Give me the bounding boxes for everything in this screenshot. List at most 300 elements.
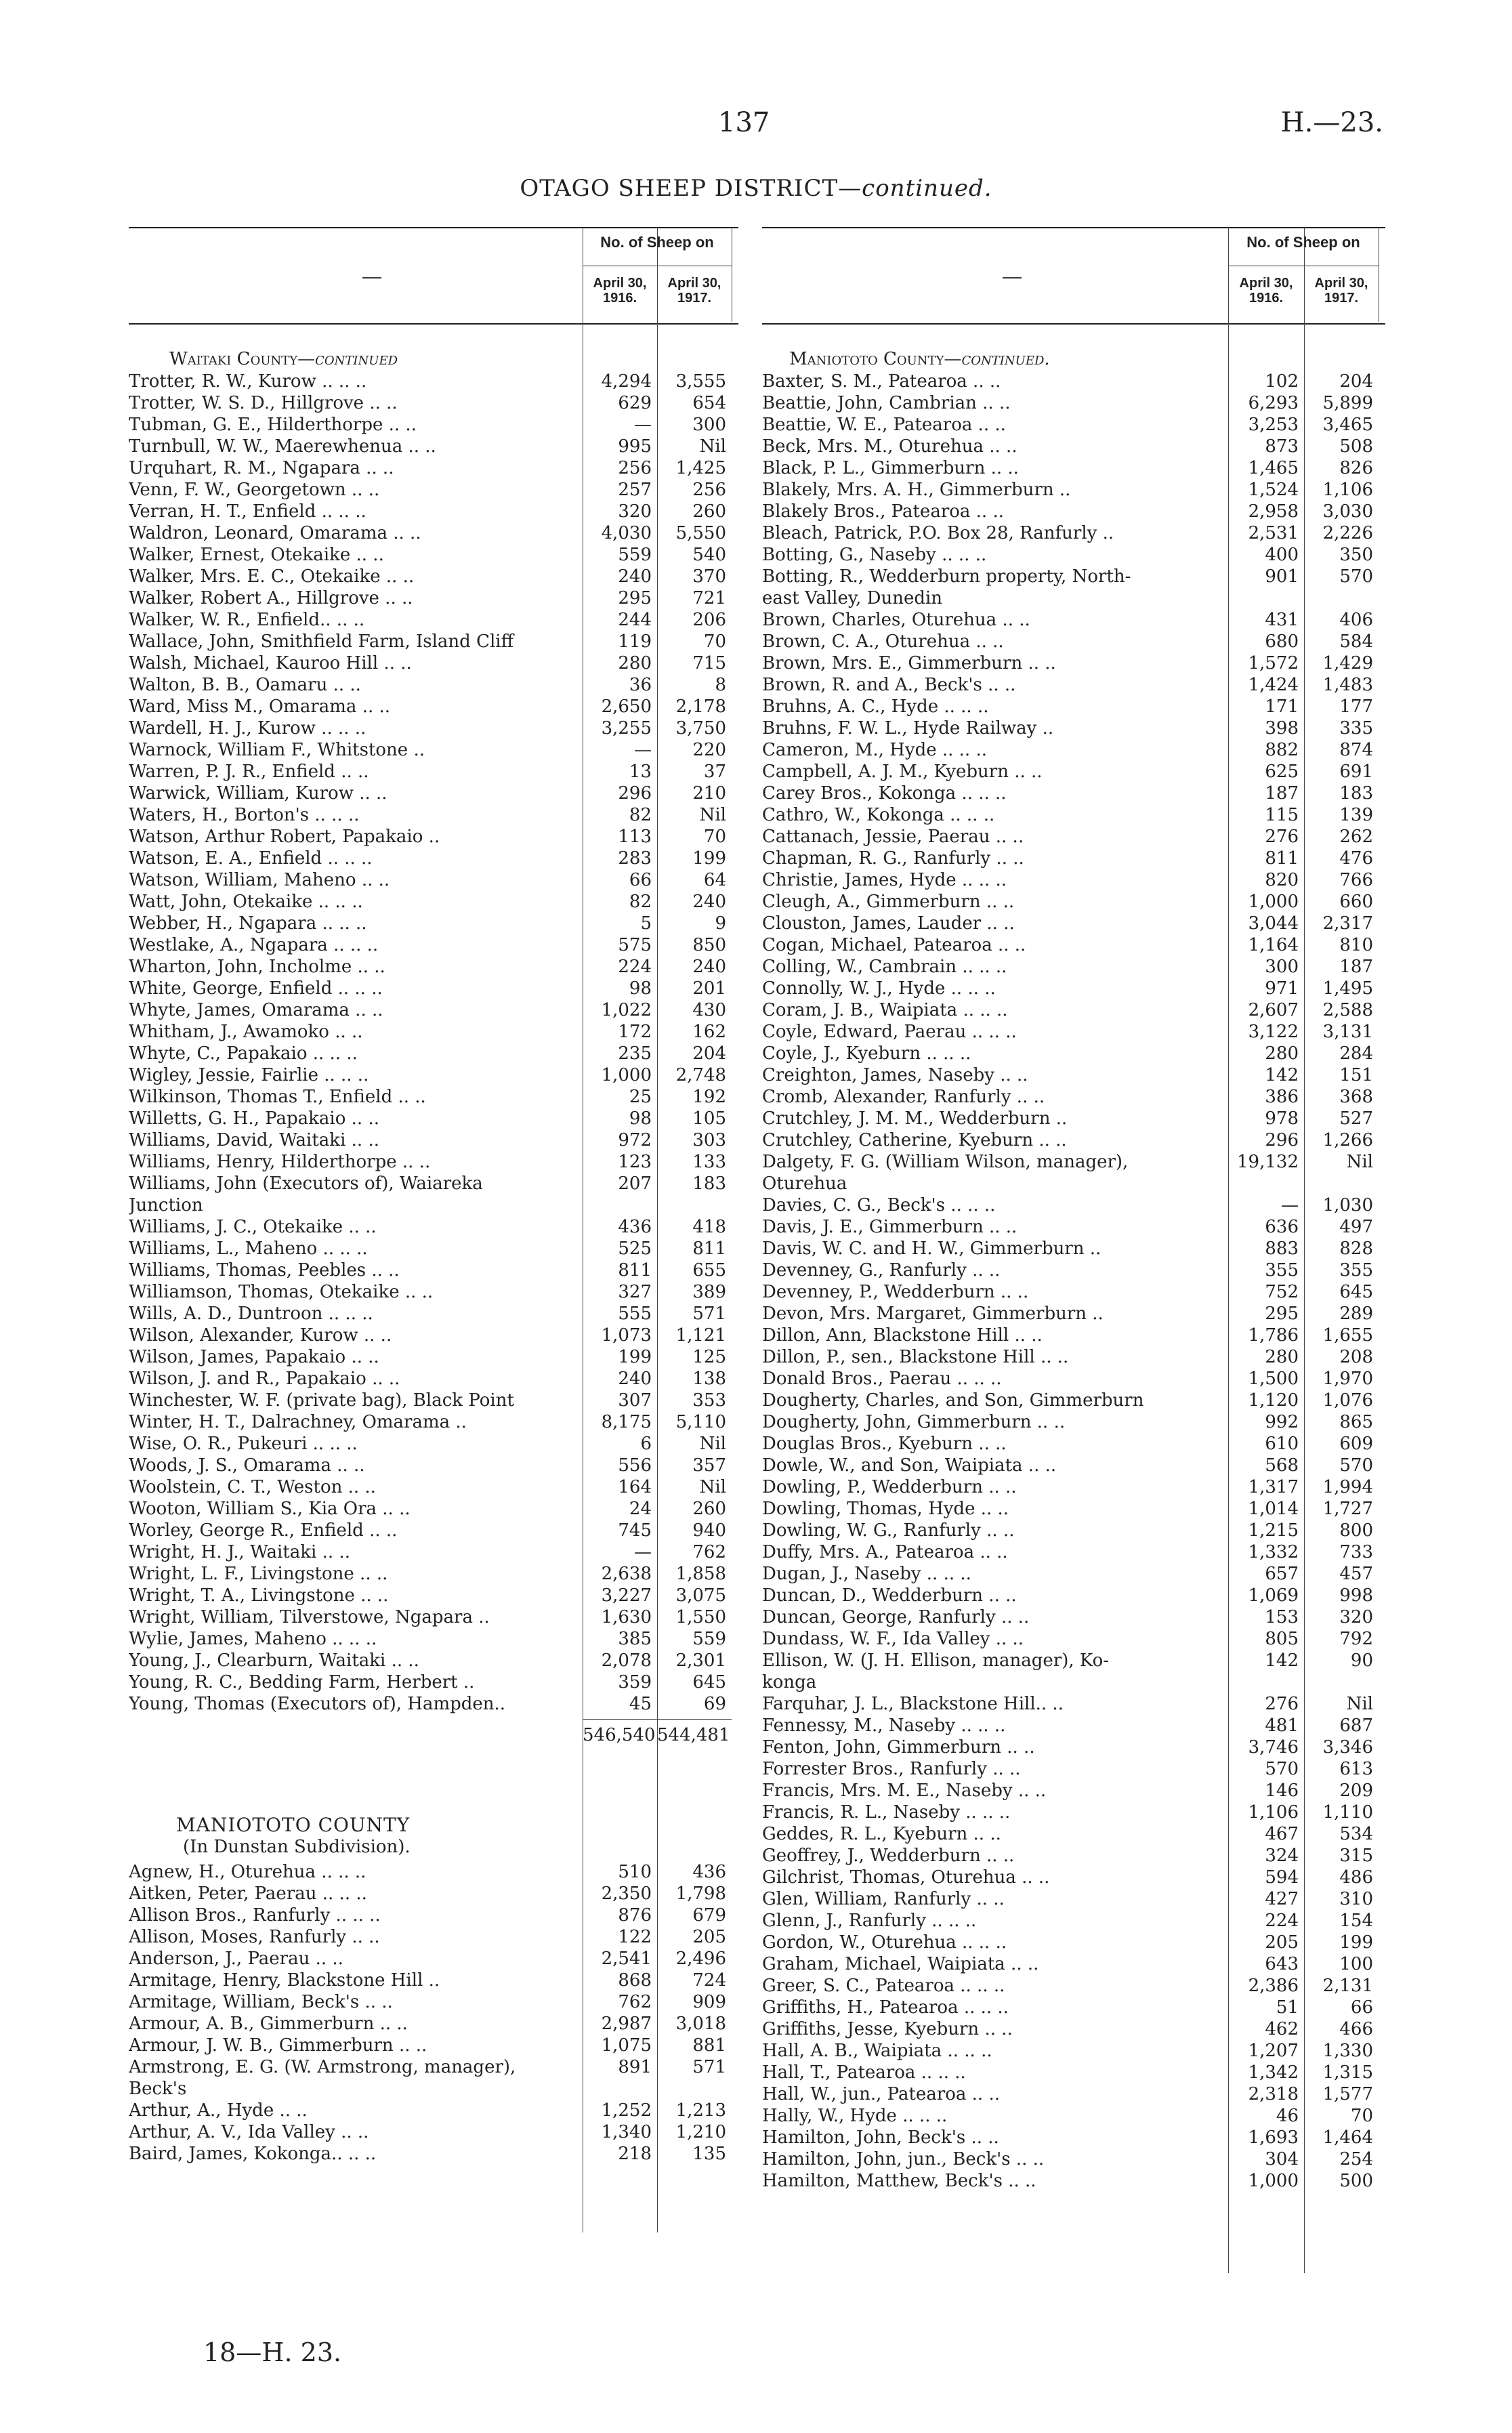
table-row — [762, 1867, 1379, 1888]
entry-name: Cleugh, A., Gimmerburn .. .. — [762, 892, 1015, 912]
title-main: OTAGO SHEEP DISTRICT— — [520, 175, 862, 202]
entry-name: Douglas Bros., Kyeburn .. .. — [762, 1434, 1007, 1454]
value-1916: 1,252 — [601, 2100, 652, 2121]
table-row — [129, 1650, 732, 1671]
value-1916: 1,120 — [1248, 1390, 1299, 1411]
table-row — [129, 1563, 732, 1585]
value-1916: 19,132 — [1237, 1152, 1299, 1172]
table-row — [762, 2018, 1379, 2040]
entry-name: Bleach, Patrick, P.O. Box 28, Ranfurly .. — [762, 523, 1114, 543]
table-row — [129, 1303, 732, 1325]
value-1917: 430 — [692, 1000, 726, 1020]
entry-name: Davies, C. G., Beck's .. .. .. — [762, 1195, 996, 1215]
value-1917: 571 — [692, 2057, 726, 2077]
table-row — [129, 1693, 732, 1715]
value-1916: 1,317 — [1248, 1477, 1299, 1497]
value-1917: Nil — [1346, 1694, 1373, 1714]
page-number: 137 — [718, 107, 770, 138]
value-1917: 2,178 — [675, 696, 726, 717]
entry-name: Wright, William, Tilverstowe, Ngapara .. — [129, 1607, 490, 1627]
value-1916: 805 — [1265, 1629, 1299, 1649]
value-1917: 370 — [692, 566, 726, 587]
value-1916: 657 — [1265, 1564, 1299, 1584]
entry-name: Armour, J. W. B., Gimmerburn .. .. — [129, 2035, 427, 2056]
entry-name: Dowling, W. G., Ranfurly .. .. — [762, 1520, 1015, 1541]
entry-name: Aitken, Peter, Paerau .. .. .. — [129, 1884, 367, 1904]
section-name: Maniototo County— — [789, 349, 962, 369]
table-row — [762, 1910, 1379, 1932]
value-1916: 199 — [618, 1347, 652, 1367]
value-1916: 811 — [1265, 848, 1299, 869]
value-1916: 6,293 — [1248, 393, 1299, 413]
value-1917: 315 — [1339, 1846, 1373, 1866]
value-1917: 5,550 — [675, 523, 726, 543]
entry-name: Oturehua — [762, 1173, 847, 1194]
value-1917: 811 — [692, 1239, 726, 1259]
entry-name: Trotter, R. W., Kurow .. .. .. — [129, 371, 367, 392]
value-1917: 209 — [1339, 1781, 1373, 1801]
table-row — [762, 1411, 1379, 1433]
table-row — [762, 783, 1379, 804]
table-row — [129, 978, 732, 999]
value-1917: 1,858 — [675, 1564, 726, 1584]
table-row — [129, 1173, 732, 1194]
entry-name: Dillon, Ann, Blackstone Hill .. .. — [762, 1325, 1043, 1346]
value-1917: 125 — [692, 1347, 726, 1367]
entry-name: Westlake, A., Ngapara .. .. .. — [129, 935, 379, 955]
entry-name: Davis, W. C. and H. W., Gimmerburn .. — [762, 1239, 1101, 1259]
table-row — [129, 1606, 732, 1628]
entry-name: Dougherty, Charles, and Son, Gimmerburn — [762, 1390, 1144, 1411]
entry-name: Geoffrey, J., Wedderburn .. .. — [762, 1846, 1015, 1866]
value-1916: 280 — [1265, 1043, 1299, 1064]
value-1916: 224 — [618, 957, 652, 977]
entry-name: Coyle, J., Kyeburn .. .. .. — [762, 1043, 971, 1064]
entry-name: Blakely Bros., Patearoa .. .. — [762, 501, 1004, 522]
entry-name: Beattie, John, Cambrian .. .. — [762, 393, 1011, 413]
value-1917: 240 — [692, 957, 726, 977]
table-row — [762, 1238, 1379, 1260]
value-1917: 260 — [692, 1499, 726, 1519]
value-1916: 873 — [1265, 436, 1299, 457]
value-1917: 584 — [1339, 631, 1373, 652]
entry-name: Williams, John (Executors of), Waiareka — [129, 1173, 483, 1194]
table-row — [762, 566, 1379, 587]
entry-name: Wigley, Jessie, Fairlie .. .. .. — [129, 1065, 369, 1085]
entry-name: Christie, James, Hyde .. .. .. — [762, 870, 1007, 890]
right-column — [762, 227, 1385, 2191]
entry-name: Williams, David, Waitaki .. .. — [129, 1130, 379, 1150]
value-1916: 146 — [1265, 1781, 1299, 1801]
value-1916: 115 — [1265, 805, 1299, 825]
entry-name: Dowling, P., Wedderburn .. .. — [762, 1477, 1017, 1497]
entry-name: east Valley, Dunedin — [762, 588, 943, 608]
value-1916: 1,465 — [1248, 458, 1299, 478]
table-row — [129, 696, 732, 718]
table-row — [762, 631, 1379, 652]
total-1916: 546,540 — [583, 1725, 656, 1745]
table-row — [762, 1802, 1379, 1823]
table-row — [129, 934, 732, 956]
value-1917: 540 — [692, 545, 726, 565]
table-row — [762, 501, 1379, 522]
entry-name: Worley, George R., Enfield .. .. — [129, 1520, 398, 1541]
value-1916: 1,342 — [1248, 2062, 1299, 2083]
table-row — [762, 674, 1379, 696]
table-row — [762, 869, 1379, 891]
value-1917: 645 — [1339, 1282, 1373, 1302]
value-1916: 4,294 — [601, 371, 652, 392]
value-1917: 457 — [1339, 1564, 1373, 1584]
header-april-1916: April 30, 1916. — [593, 276, 647, 306]
value-1917: 70 — [1350, 2106, 1373, 2126]
table-row — [129, 718, 732, 739]
value-1917: 1,727 — [1322, 1499, 1373, 1519]
table-row — [129, 1671, 732, 1693]
value-1916: 876 — [618, 1905, 652, 1926]
value-1917: 1,994 — [1322, 1477, 1373, 1497]
entry-name: Winter, H. T., Dalrachney, Omarama .. — [129, 1412, 467, 1432]
table-row — [762, 2127, 1379, 2148]
value-1916: 36 — [629, 675, 652, 695]
table-row — [762, 1455, 1379, 1476]
entry-name: Armour, A. B., Gimmerburn .. .. — [129, 2014, 408, 2034]
value-1917: 289 — [1339, 1304, 1373, 1324]
entry-name: Brown, C. A., Oturehua .. .. — [762, 631, 1004, 652]
table-row — [762, 414, 1379, 436]
value-1917: 220 — [692, 740, 726, 760]
table-row — [129, 1628, 732, 1650]
entry-name: Watson, E. A., Enfield .. .. .. — [129, 848, 373, 869]
table-row — [762, 392, 1379, 414]
value-1916: 296 — [618, 783, 652, 804]
table-row — [762, 1303, 1379, 1325]
entry-name: Greer, S. C., Patearoa .. .. .. — [762, 1976, 1005, 1996]
value-1916: 1,022 — [601, 1000, 652, 1020]
value-1916: 811 — [618, 1260, 652, 1281]
table-row — [129, 479, 732, 501]
value-1916: 431 — [1265, 610, 1299, 630]
table-row — [129, 436, 732, 457]
table-row — [762, 1715, 1379, 1737]
value-1916: 568 — [1265, 1455, 1299, 1476]
value-1917: 310 — [1339, 1889, 1373, 1909]
value-1916: 1,332 — [1248, 1542, 1299, 1562]
value-1917: 260 — [692, 501, 726, 522]
entry-name: Griffiths, H., Patearoa .. .. .. — [762, 1997, 1009, 2018]
value-1917: 133 — [692, 1152, 726, 1172]
value-1917: 733 — [1339, 1542, 1373, 1562]
entry-name: Walsh, Michael, Kauroo Hill .. .. — [129, 653, 412, 673]
total-row — [129, 1724, 732, 1746]
entry-name: Cromb, Alexander, Ranfurly .. .. — [762, 1087, 1045, 1107]
entry-name: Griffiths, Jesse, Kyeburn .. .. — [762, 2019, 1013, 2039]
entry-name: Watson, William, Maheno .. .. — [129, 870, 390, 890]
entry-name: Glenn, J., Ranfurly .. .. .. — [762, 1911, 977, 1931]
value-1916: 1,215 — [1248, 1520, 1299, 1541]
entry-name: Wright, T. A., Livingstone .. .. — [129, 1585, 389, 1606]
value-1917: 1,266 — [1322, 1130, 1373, 1150]
table-row — [762, 1390, 1379, 1411]
value-1916: 122 — [618, 1927, 652, 1947]
value-1917: 162 — [692, 1022, 726, 1042]
entry-name: Dillon, P., sen., Blackstone Hill .. .. — [762, 1347, 1069, 1367]
value-1916: 359 — [618, 1672, 652, 1692]
table-row — [129, 587, 732, 609]
entry-name: konga — [762, 1672, 817, 1692]
value-1916: 462 — [1265, 2019, 1299, 2039]
entry-name: Tubman, G. E., Hilderthorpe .. .. — [129, 415, 417, 435]
value-1917: 1,970 — [1322, 1369, 1373, 1389]
value-1917: 1,213 — [675, 2100, 726, 2121]
table-row — [129, 501, 732, 522]
entry-name: Francis, Mrs. M. E., Naseby .. .. — [762, 1781, 1047, 1801]
value-1917: Nil — [1346, 1152, 1373, 1172]
entry-name: Bruhns, F. W. L., Hyde Railway .. — [762, 718, 1054, 739]
table-row — [762, 1151, 1379, 1173]
entry-name: Wardell, H. J., Kurow .. .. .. — [129, 718, 366, 739]
value-1916: 2,607 — [1248, 1000, 1299, 1020]
entry-name: Ward, Miss M., Omarama .. .. — [129, 696, 391, 717]
value-1916: 481 — [1265, 1715, 1299, 1736]
value-1916: 2,650 — [601, 696, 652, 717]
header-dash: — — [1003, 266, 1022, 287]
value-1917: 3,030 — [1322, 501, 1373, 522]
table-row — [129, 783, 732, 804]
value-1916: 355 — [1265, 1260, 1299, 1281]
value-1917: 2,748 — [675, 1065, 726, 1085]
table-row — [762, 1498, 1379, 1520]
value-1916: 123 — [618, 1152, 652, 1172]
table-row — [129, 522, 732, 544]
header-april-1917: April 30, 1917. — [1314, 276, 1368, 306]
value-1917: 350 — [1339, 545, 1373, 565]
table-row — [762, 1173, 1379, 1194]
value-1917: 9 — [715, 913, 726, 934]
entry-name: Walker, W. R., Enfield.. .. .. — [129, 610, 365, 630]
value-1917: 3,131 — [1322, 1022, 1373, 1042]
value-1917: 2,131 — [1322, 1976, 1373, 1996]
entry-name: Coyle, Edward, Paerau .. .. .. — [762, 1022, 1017, 1042]
value-1917: 187 — [1339, 957, 1373, 977]
value-1917: 810 — [1339, 935, 1373, 955]
value-1916: 3,255 — [601, 718, 652, 739]
entry-name: Baxter, S. M., Patearoa .. .. — [762, 371, 1001, 392]
table-header — [762, 227, 1385, 325]
value-1917: 1,464 — [1322, 2127, 1373, 2148]
value-1916: 972 — [618, 1130, 652, 1150]
value-1917: 1,106 — [1322, 480, 1373, 500]
value-1916: 280 — [1265, 1347, 1299, 1367]
table-row — [762, 457, 1379, 479]
entry-name: Walton, B. B., Oamaru .. .. — [129, 675, 361, 695]
entry-name: Wilkinson, Thomas T., Enfield .. .. — [129, 1087, 426, 1107]
value-1917: 1,483 — [1322, 675, 1373, 695]
value-1917: 1,076 — [1322, 1390, 1373, 1411]
table-row — [762, 1737, 1379, 1758]
value-1917: 534 — [1339, 1824, 1373, 1844]
table-row — [129, 2056, 732, 2078]
table-row — [762, 522, 1379, 544]
value-1917: 645 — [692, 1672, 726, 1692]
value-1916: 2,987 — [601, 2014, 652, 2034]
value-1917: 571 — [692, 1304, 726, 1324]
table-row — [762, 1758, 1379, 1780]
table-row — [129, 414, 732, 436]
value-1916: — — [634, 1542, 652, 1562]
value-1916: 102 — [1265, 371, 1299, 392]
value-1917: 303 — [692, 1130, 726, 1150]
entry-name: Brown, Mrs. E., Gimmerburn .. .. — [762, 653, 1056, 673]
entry-name: Colling, W., Cambrain .. .. .. — [762, 957, 1007, 977]
entry-name: Botting, R., Wedderburn property, North- — [762, 566, 1131, 587]
value-1916: 594 — [1265, 1867, 1299, 1888]
table-row — [762, 1194, 1379, 1216]
table-row — [762, 1953, 1379, 1975]
value-1917: 881 — [692, 2035, 726, 2056]
entry-name: Farquhar, J. L., Blackstone Hill.. .. — [762, 1694, 1064, 1714]
value-1917: 800 — [1339, 1520, 1373, 1541]
entry-name: Fennessy, M., Naseby .. .. .. — [762, 1715, 1006, 1736]
value-1917: 466 — [1339, 2019, 1373, 2039]
value-1916: 2,638 — [601, 1564, 652, 1584]
value-1917: 353 — [692, 1390, 726, 1411]
table-row — [129, 1216, 732, 1238]
table-row — [762, 544, 1379, 566]
entry-name: Dugan, J., Naseby .. .. .. — [762, 1564, 971, 1584]
value-1916: 295 — [1265, 1304, 1299, 1324]
value-1917: 37 — [703, 762, 726, 782]
value-1917: 183 — [1339, 783, 1373, 804]
table-row — [129, 1194, 732, 1216]
table-row — [129, 371, 732, 392]
value-1916: 164 — [618, 1477, 652, 1497]
value-1916: 240 — [618, 1369, 652, 1389]
entry-name: Davis, J. E., Gimmerburn .. .. — [762, 1217, 1017, 1237]
value-1916: 992 — [1265, 1412, 1299, 1432]
value-1917: 2,496 — [675, 1949, 726, 1969]
entry-name: Williams, Thomas, Peebles .. .. — [129, 1260, 400, 1281]
value-1916: 1,000 — [1248, 892, 1299, 912]
entry-name: Gordon, W., Oturehua .. .. .. — [762, 1932, 1007, 1953]
value-1916: 283 — [618, 848, 652, 869]
value-1917: 527 — [1339, 1108, 1373, 1129]
table-row — [762, 2083, 1379, 2105]
value-1916: 276 — [1265, 1694, 1299, 1714]
value-1916: 427 — [1265, 1889, 1299, 1909]
value-1917: 497 — [1339, 1217, 1373, 1237]
table-row — [129, 1585, 732, 1606]
value-1916: 307 — [618, 1390, 652, 1411]
value-1916: 762 — [618, 1992, 652, 2012]
value-1916: 636 — [1265, 1217, 1299, 1237]
table-row — [129, 2143, 732, 2165]
value-1916: 436 — [618, 1217, 652, 1237]
value-1917: 2,301 — [675, 1650, 726, 1671]
table-row — [762, 1476, 1379, 1498]
entry-name: Brown, Charles, Oturehua .. .. — [762, 610, 1030, 630]
entry-name: Urquhart, R. M., Ngapara .. .. — [129, 458, 394, 478]
value-1917: 766 — [1339, 870, 1373, 890]
value-1917: 828 — [1339, 1239, 1373, 1259]
entry-name: Bruhns, A. C., Hyde .. .. .. — [762, 696, 989, 717]
table-row — [762, 1780, 1379, 1802]
entry-name: Whitham, J., Awamoko .. .. — [129, 1022, 363, 1042]
table-row — [762, 761, 1379, 783]
entry-name: Wharton, John, Incholme .. .. — [129, 957, 385, 977]
value-1917: 613 — [1339, 1759, 1373, 1779]
entry-name: Williamson, Thomas, Otekaike .. .. — [129, 1282, 434, 1302]
page-footer: 18—H. 23. — [203, 2337, 342, 2367]
value-1916: 187 — [1265, 783, 1299, 804]
value-1916: 3,122 — [1248, 1022, 1299, 1042]
entry-name: Duncan, D., Wedderburn .. .. — [762, 1585, 1017, 1606]
value-1917: 206 — [692, 610, 726, 630]
table-row — [129, 652, 732, 674]
value-1916: 218 — [618, 2144, 652, 2164]
table-row — [129, 1926, 732, 1948]
entry-name: Crutchley, Catherine, Kyeburn .. .. — [762, 1130, 1067, 1150]
value-1916: 280 — [618, 653, 652, 673]
value-1916: 1,069 — [1248, 1585, 1299, 1606]
value-1917: Nil — [699, 436, 726, 457]
table-row — [129, 2013, 732, 2035]
table-row — [129, 1108, 732, 1129]
value-1916: 113 — [618, 827, 652, 847]
table-row — [129, 1411, 732, 1433]
entry-name: Devenney, P., Wedderburn .. .. — [762, 1282, 1029, 1302]
entry-name: Woolstein, C. T., Weston .. .. — [129, 1477, 376, 1497]
value-1916: 559 — [618, 545, 652, 565]
value-1917: 1,121 — [675, 1325, 726, 1346]
value-1916: — — [1281, 1195, 1299, 1215]
entry-name: Armstrong, E. G. (W. Armstrong, manager), — [129, 2057, 516, 2077]
table-row — [762, 696, 1379, 718]
table-row — [129, 631, 732, 652]
entry-name: Warwick, William, Kurow .. .. — [129, 783, 387, 804]
value-1916: 207 — [618, 1173, 652, 1194]
table-row — [762, 1563, 1379, 1585]
value-1917: 2,226 — [1322, 523, 1373, 543]
value-1916: 891 — [618, 2057, 652, 2077]
value-1917: 826 — [1339, 458, 1373, 478]
value-1916: 257 — [618, 480, 652, 500]
entry-name: Venn, F. W., Georgetown .. .. — [129, 480, 380, 500]
value-1917: 357 — [692, 1455, 726, 1476]
entry-name: Dougherty, John, Gimmerburn .. .. — [762, 1412, 1066, 1432]
value-1916: 256 — [618, 458, 652, 478]
header-group-label: No. of Sheep on — [1246, 234, 1360, 251]
value-1917: 335 — [1339, 718, 1373, 739]
value-1916: 1,500 — [1248, 1369, 1299, 1389]
value-1916: 1,786 — [1248, 1325, 1299, 1346]
section-suffix: continued. — [961, 349, 1050, 369]
entry-name: Geddes, R. L., Kyeburn .. .. — [762, 1824, 1001, 1844]
entry-name: Carey Bros., Kokonga .. .. .. — [762, 783, 1007, 804]
value-1917: 3,075 — [675, 1585, 726, 1606]
table-row — [762, 371, 1379, 392]
value-1916: 2,541 — [601, 1949, 652, 1969]
value-1916: 2,386 — [1248, 1976, 1299, 1996]
entry-name: Hamilton, John, Beck's .. .. — [762, 2127, 999, 2148]
value-1916: 575 — [618, 935, 652, 955]
table-row — [762, 848, 1379, 869]
table-row — [762, 1129, 1379, 1151]
value-1917: 70 — [703, 631, 726, 652]
table-row — [129, 2100, 732, 2121]
entry-name: Watt, John, Otekaike .. .. .. — [129, 892, 363, 912]
entry-name: Devon, Mrs. Margaret, Gimmerburn .. — [762, 1304, 1104, 1324]
